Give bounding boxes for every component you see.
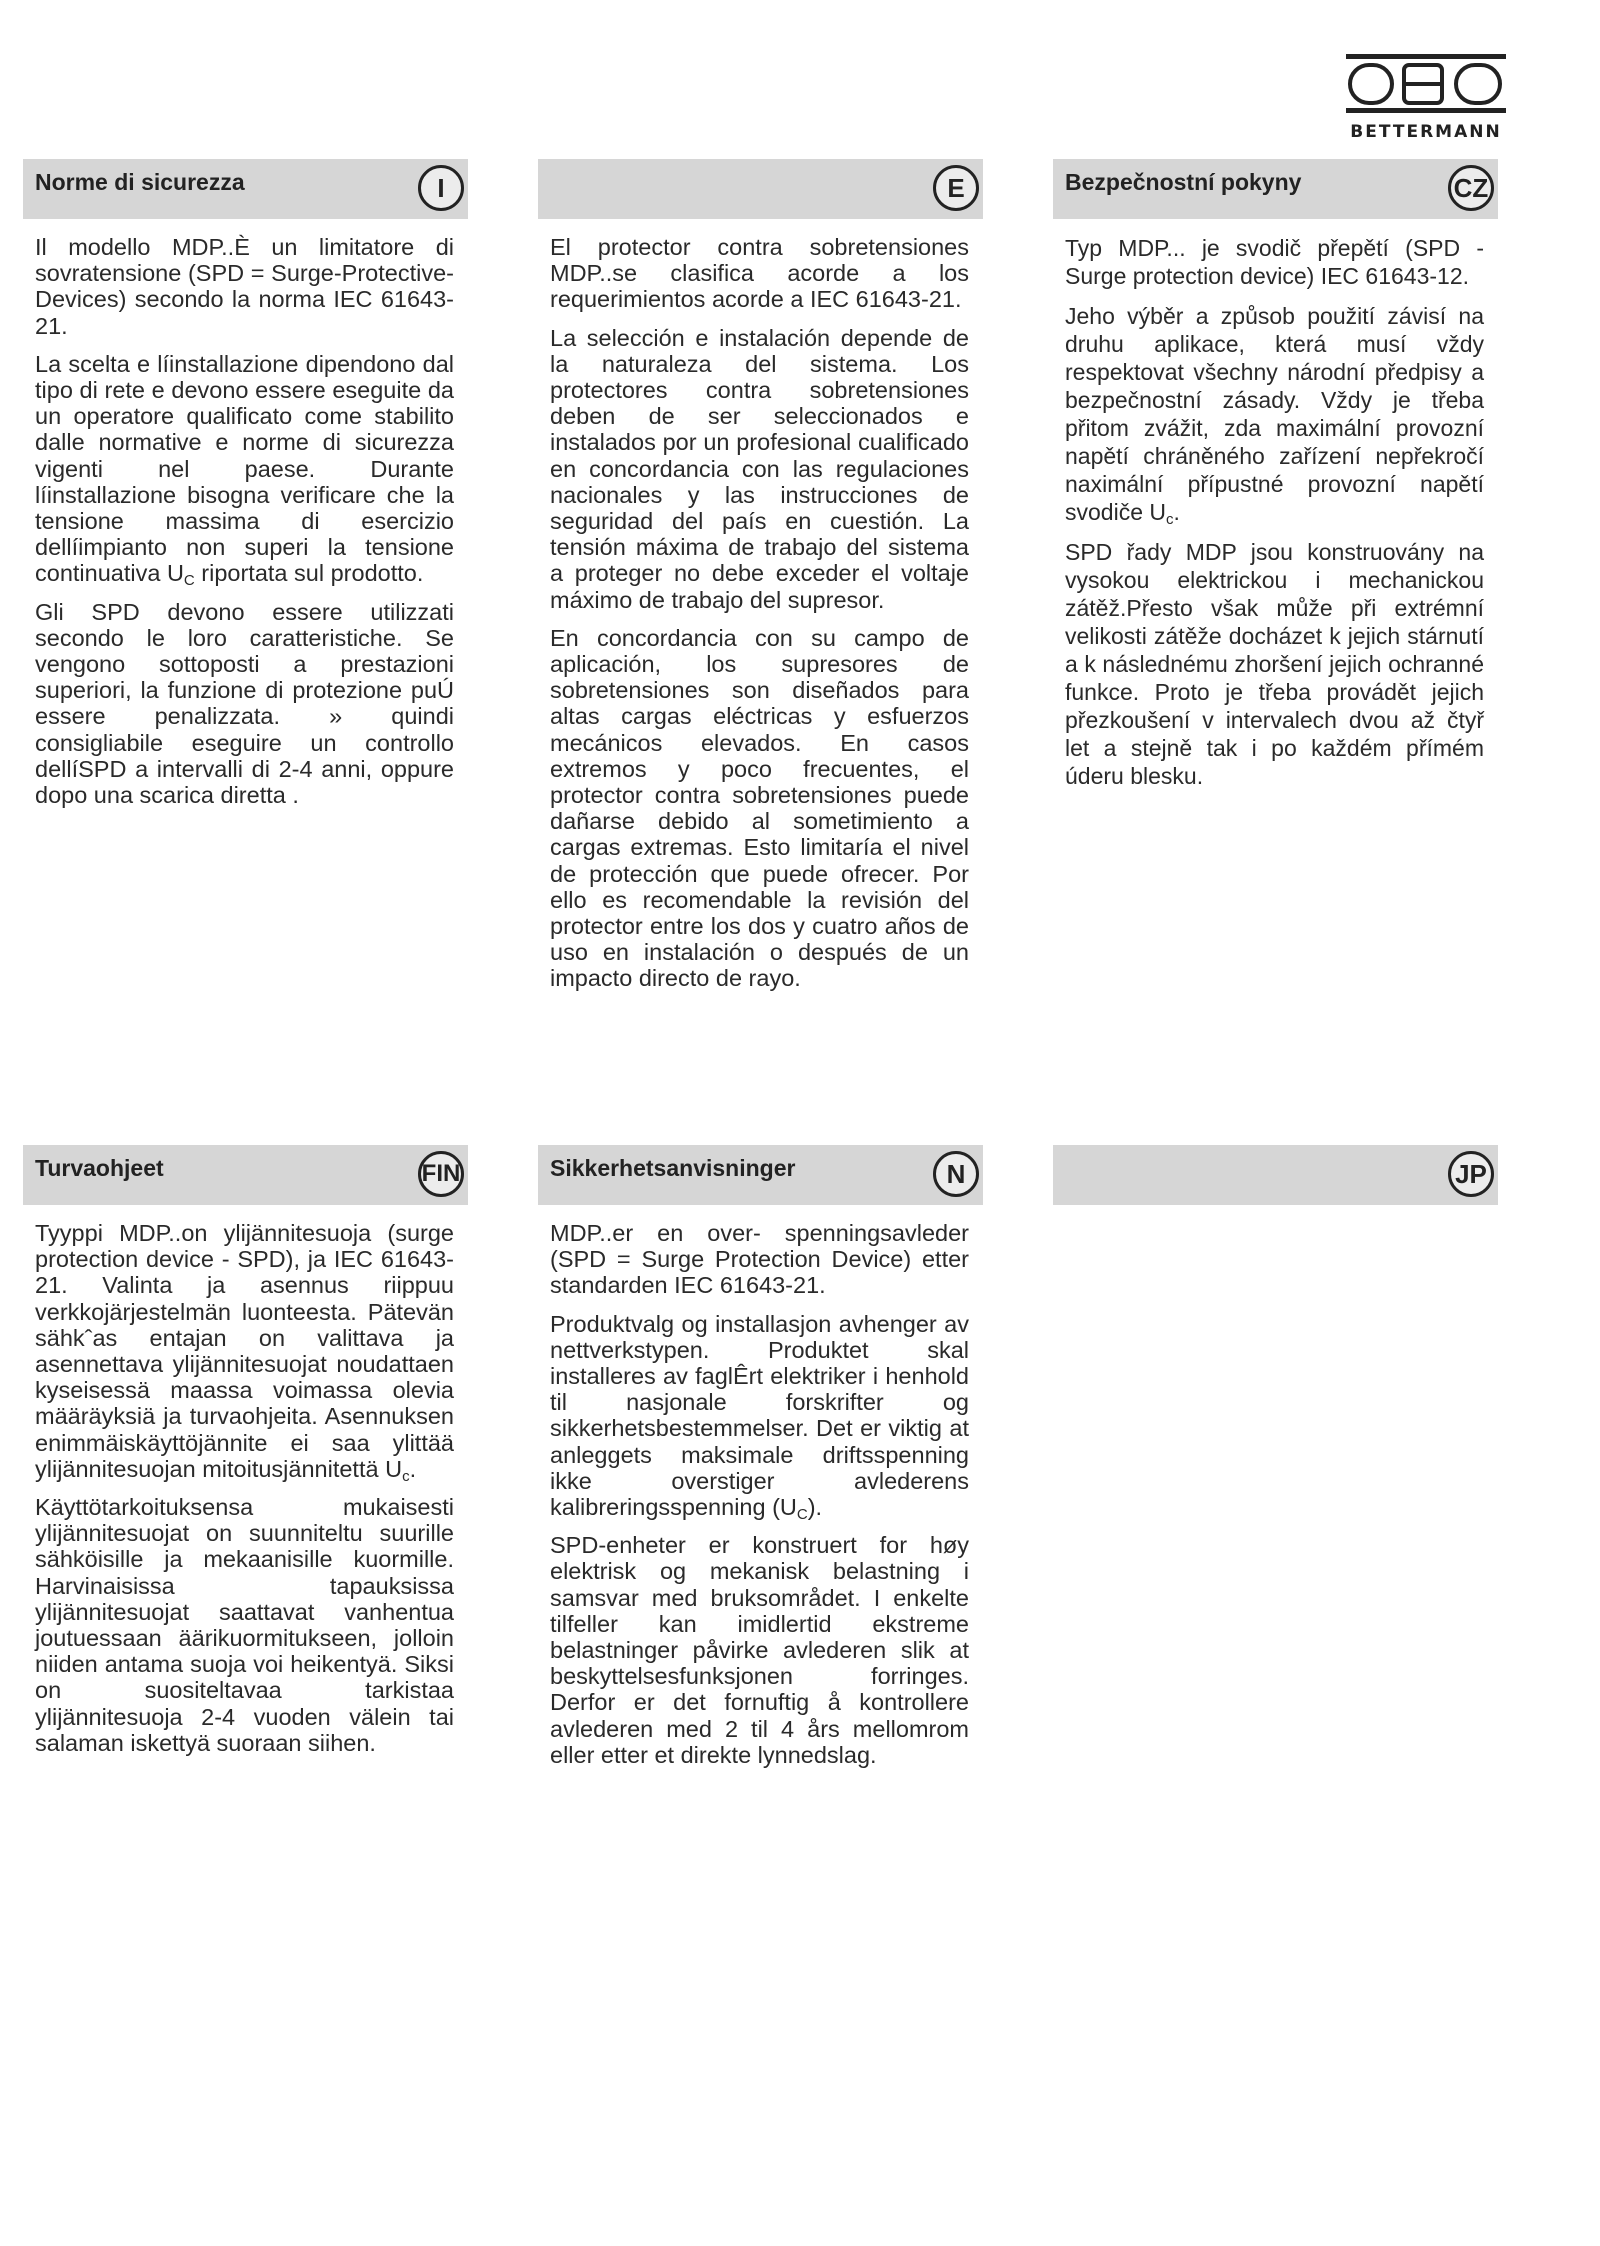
obo-logo	[1344, 52, 1508, 142]
text-run: La scelta e líinstallazione dipendono dal tipo di rete e devono essere eseguite da un operatore qualificato come stabilito dalle normative e norme di sicurezza vigenti nel paese. Durante líinstallazione bisogna verificare che la tensione massima di esercizio dellíimpianto non superi la tensione continuativa U	[35, 350, 454, 587]
section-header	[23, 159, 468, 219]
section-body	[538, 219, 983, 992]
section-body	[538, 1205, 983, 1768]
brand-name: BETTERMANN	[1350, 122, 1502, 142]
section-title: Norme di sicurezza	[35, 169, 245, 195]
paragraph: Typ MDP... je svodič přepětí (SPD - Surge protection device) IEC 61643-12.	[1065, 235, 1484, 289]
obo-logo-mark	[1344, 52, 1508, 116]
paragraph: SPD-enheter er konstruert for høy elektrisk og mekanisk belastning i samsvar med bruksområdet. I enkelte tilfeller kan imidlertid ekstreme belastninger påvirke avlederen slik at beskyttelsesfunksjonen forringes. Derfor er det fornuftig å kontrollere avlederen med 2 til 4 års mellomrom eller etter et direkte lynnedslag.	[550, 1532, 969, 1768]
paragraph	[1065, 302, 1484, 526]
paragraph: En concordancia con su campo de aplicación, los supresores de sobretensiones son diseñados para altas cargas eléctricas y esfuerzos mecánicos elevados. En casos extremos y poco frecuentes, el protector contra sobretensiones puede dañarse debido al sometimiento a cargas extremas. Esto limitaría el nivel de protección que puede ofrecer. Por ello es recomendable la revisión del protector entre los dos y cuatro años de uso en instalación o después de un impacto directo de rayo.	[550, 624, 969, 992]
section-norwegian	[538, 1145, 983, 1780]
language-badge: CZ	[1448, 165, 1494, 211]
paragraph	[35, 350, 454, 590]
paragraph	[35, 1220, 454, 1485]
paragraph: Il modello MDP..È un limitatore di sovratensione (SPD = Surge-Protective-Devices) secondo la norma IEC 61643-21.	[35, 234, 454, 339]
language-badge: I	[418, 165, 464, 211]
text-run: Produktvalg og installasjon avhenger av nettverkstypen. Produktet skal installeres av faglÊrt elektriker i henhold til nasjonale forskrifter og sikkerhetsbestemmelser. Det er viktig at anleggets maksimale driftsspenning ikke overstiger avlederens kalibreringsspenning (U	[550, 1310, 969, 1521]
section-czech	[1053, 159, 1498, 802]
section-body	[23, 219, 468, 808]
text-run: ).	[807, 1494, 823, 1521]
section-header	[538, 159, 983, 219]
section-header	[538, 1145, 983, 1205]
language-badge: E	[933, 165, 979, 211]
language-badge: N	[933, 1151, 979, 1197]
subscript: c	[1165, 511, 1174, 528]
section-title: Turvaohjeet	[35, 1155, 164, 1181]
paragraph: El protector contra sobretensiones MDP..se clasifica acorde a los requerimientos acorde a IEC 61643-21.	[550, 234, 969, 313]
section-header	[1053, 159, 1498, 219]
language-badge: FIN	[418, 1151, 464, 1197]
section-japanese	[1053, 1145, 1498, 1205]
paragraph: SPD řady MDP jsou konstruovány na vysokou elektrickou i mechanickou zátěž.Přesto však může při extrémní velikosti zátěže docházet k jejich stárnutí a k následnému zhoršení jejich ochranné funkce. Proto je třeba provádět jejich přezkoušení v intervalech dvou až čtyř let a stejně tak i po každém přímém úderu blesku.	[1065, 539, 1484, 789]
section-title: Sikkerhetsanvisninger	[550, 1155, 796, 1181]
section-header	[1053, 1145, 1498, 1205]
section-italian	[23, 159, 468, 820]
text-run: .	[409, 1455, 417, 1482]
paragraph: MDP..er en over- spenningsavleder (SPD = Surge Protection Device) etter standarden IEC 61643-21.	[550, 1220, 969, 1299]
section-body	[1053, 219, 1498, 790]
text-run: riportata sul prodotto.	[194, 560, 424, 587]
section-spanish	[538, 159, 983, 1004]
section-finnish	[23, 1145, 468, 1768]
subscript: C	[183, 572, 195, 590]
language-badge: JP	[1448, 1151, 1494, 1197]
section-title: Bezpečnostní pokyny	[1065, 169, 1302, 195]
subscript: C	[796, 1506, 808, 1524]
text-run: .	[1173, 499, 1180, 525]
subscript: c	[402, 1467, 410, 1485]
paragraph: La selección e instalación depende de la naturaleza del sistema. Los protectores contra sobretensiones deben de ser seleccionados e instalados por un profesional cualificado en concordancia con las regulaciones nacionales y las instrucciones de seguridad del país en cuestión. La tensión máxima de trabajo del sistema a proteger no debe exceder el voltaje máximo de trabajo del supresor.	[550, 324, 969, 613]
text-run: Tyyppi MDP..on ylijännitesuoja (surge protection device - SPD), ja IEC 61643-21. Valinta ja asennus riippuu verkkojärjestelmän luonteesta. Pätevän sähkˆas entajan on valittava ja asennettava ylijännitesuojat noudattaen kyseisessä maassa voimassa olevia määräyksiä ja turvaohjeita. Asennuksen enimmäiskäyttöjännite ei saa ylittää ylijännitesuojan mitoitusjännitettä U	[35, 1220, 454, 1482]
paragraph	[550, 1310, 969, 1524]
paragraph: Gli SPD devono essere utilizzati secondo le loro caratteristiche. Se vengono sottoposti a prestazioni superiori, la funzione di protezione puÚ essere penalizzata. » quindi consigliabile eseguire un controllo dellíSPD a intervalli di 2-4 anni, oppure dopo una scarica diretta .	[35, 598, 454, 809]
text-run: Jeho výběr a způsob použití závisí na druhu aplikace, která musí vždy respektovat všechny národní předpisy a bezpečnostní zásady. Vždy je třeba přitom zvážit, zda maximální provozní napětí chráněného zařízení nepřekročí naximální přípustné provozní napětí svodiče U	[1065, 303, 1484, 525]
section-body	[23, 1205, 468, 1756]
section-header	[23, 1145, 468, 1205]
paragraph: Käyttötarkoituksensa mukaisesti ylijännitesuojat on suunniteltu suurille sähköisille ja mekaanisille kuormille. Harvinaisissa tapauksissa ylijännitesuojat saattavat vanhentua joutuessaan äärikuormitukseen, jolloin niiden antama suoja voi heikentyä. Siksi on suositeltavaa tarkistaa ylijännitesuoja 2-4 vuoden välein tai salaman iskettyä suoraan siihen.	[35, 1494, 454, 1756]
